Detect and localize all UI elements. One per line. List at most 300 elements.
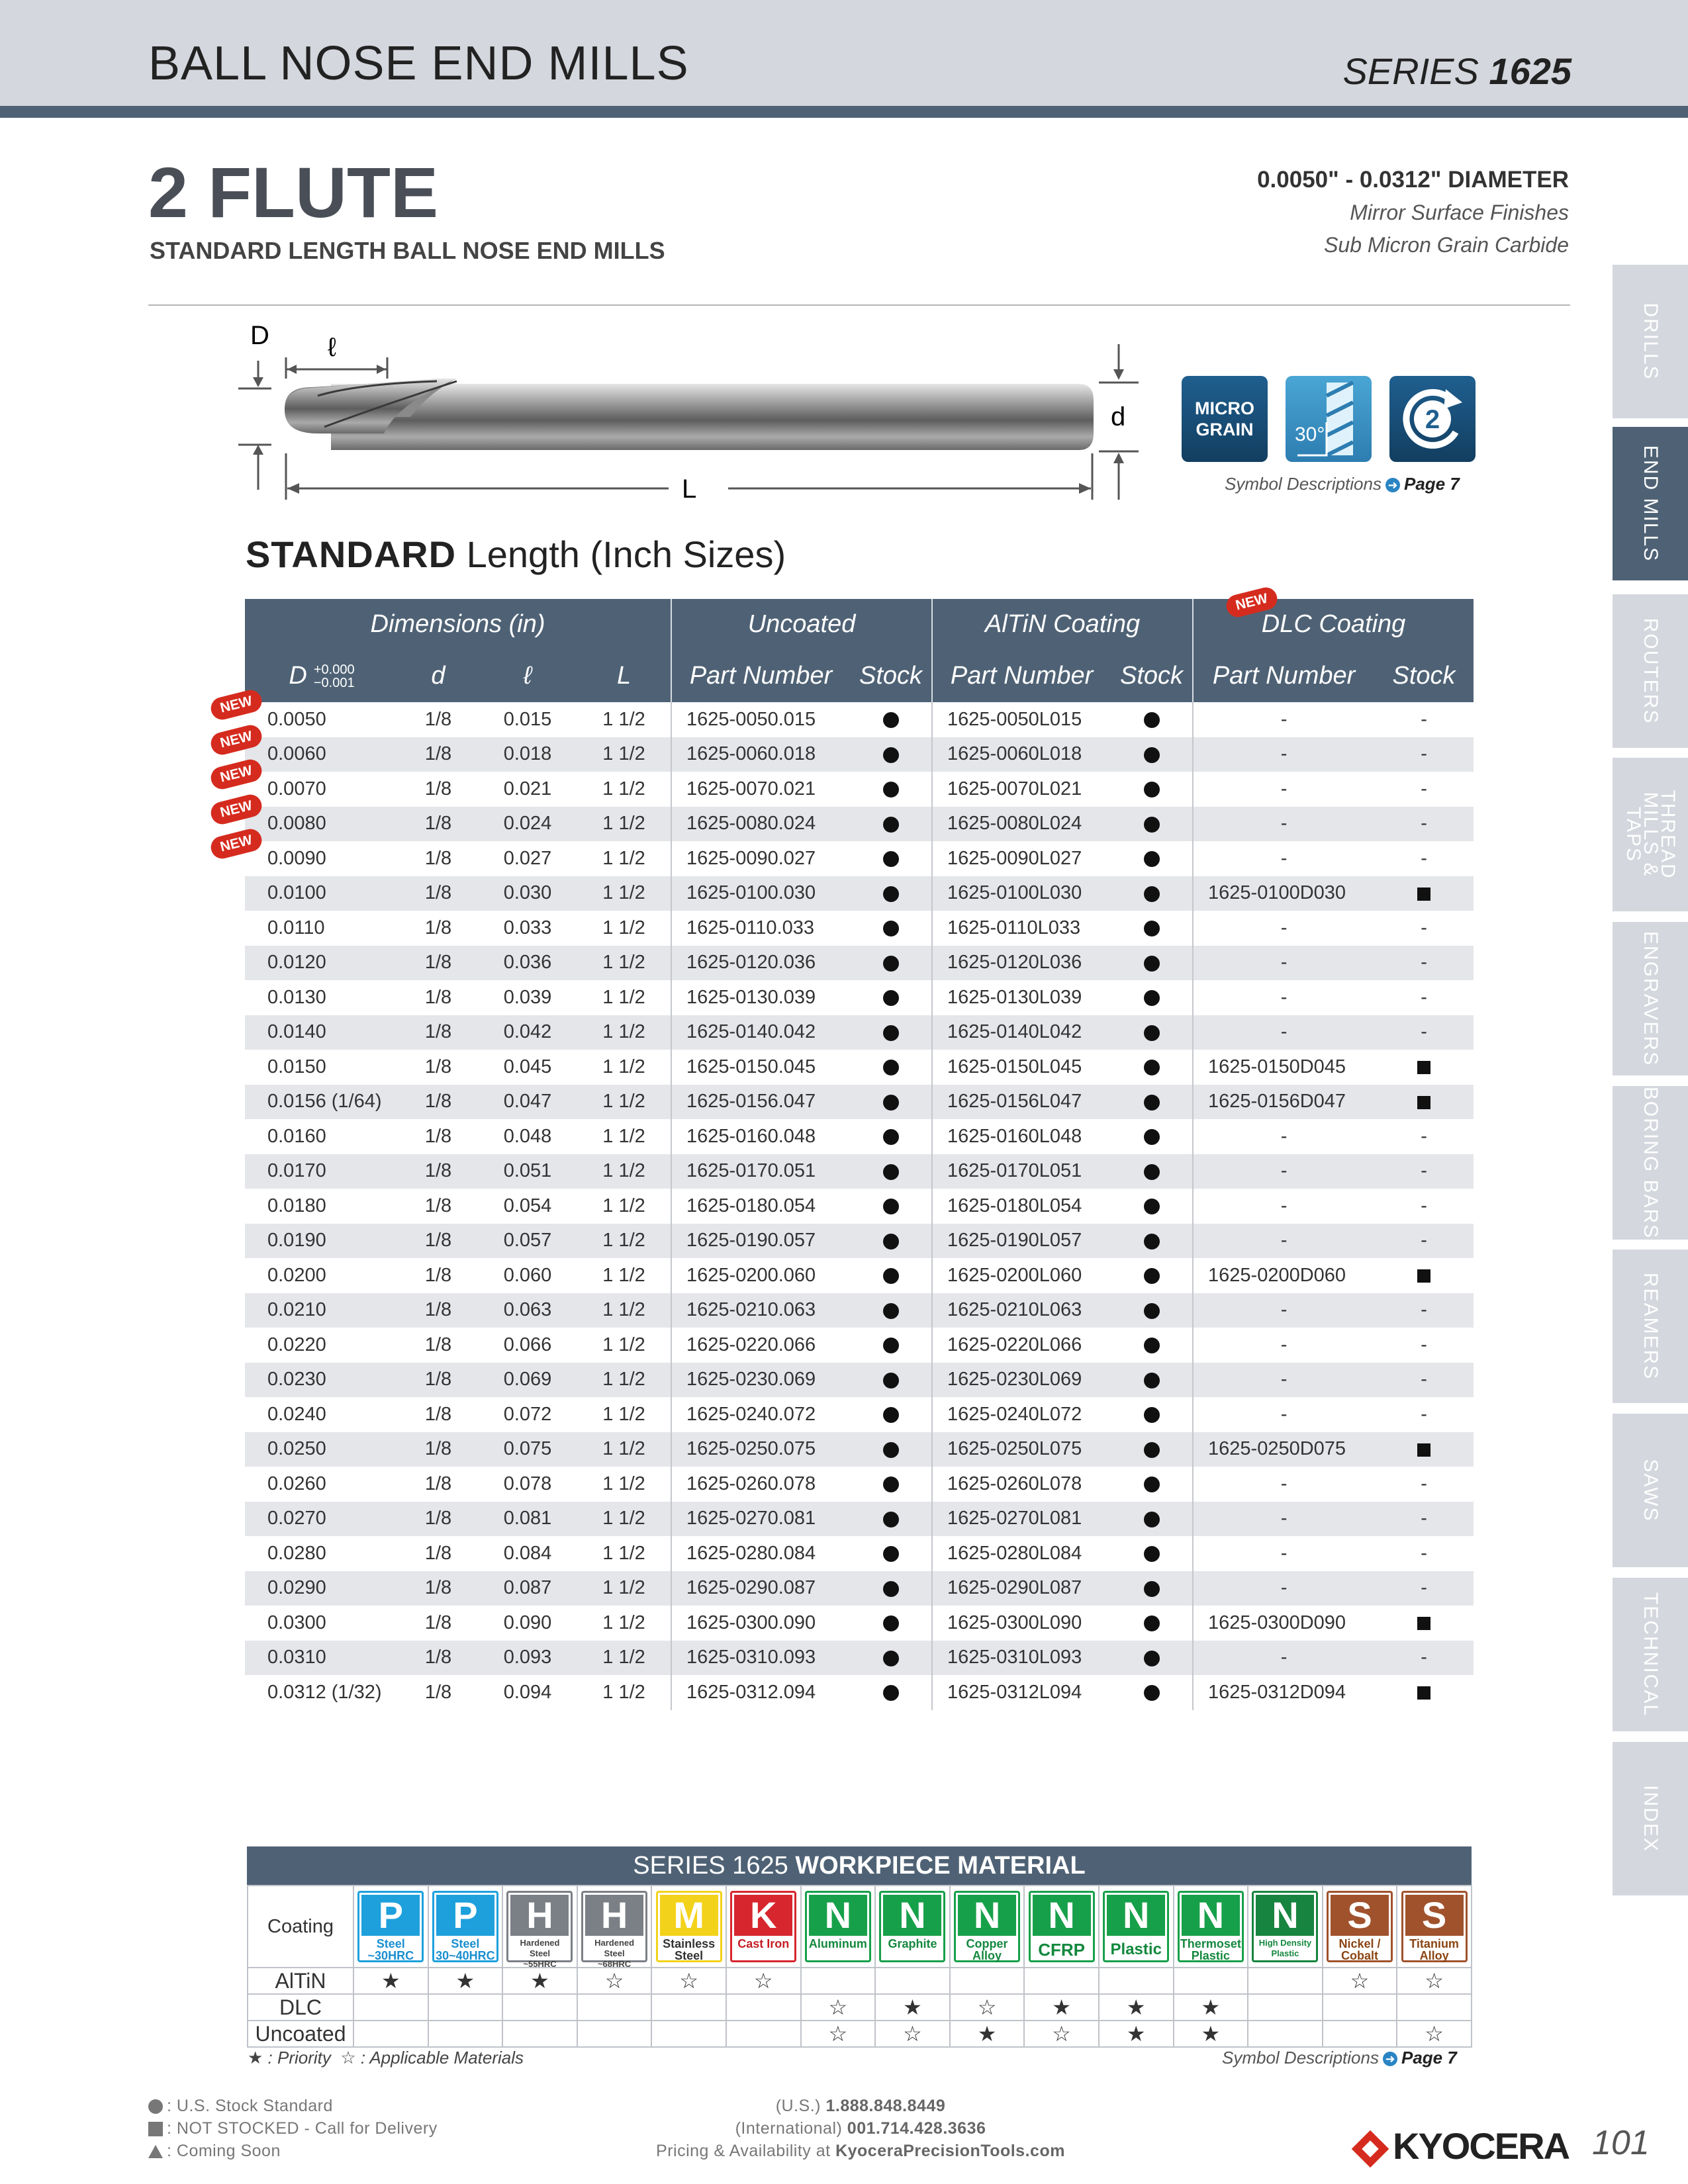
tol-plus: +0.000 — [313, 662, 355, 678]
material-letter: N — [809, 1895, 867, 1936]
stock-standard-icon — [883, 1199, 899, 1214]
stock-standard-icon — [1144, 990, 1160, 1006]
cell-d: 1/8 — [399, 946, 478, 981]
cell-alt: 1625-0110L033 — [932, 911, 1111, 946]
cell-l: 0.027 — [478, 841, 577, 876]
cell-alt: 1625-0060L018 — [932, 737, 1111, 772]
stock-cell — [1111, 1432, 1193, 1467]
col-D-label: D — [289, 661, 307, 690]
side-tab-saws[interactable] — [1613, 1414, 1688, 1567]
cell-unc: 1625-0312.094 — [671, 1675, 850, 1710]
cell-l: 0.045 — [478, 1050, 577, 1085]
cell-d: 1/8 — [399, 1224, 478, 1259]
cell-alt: 1625-0150L045 — [932, 1050, 1111, 1085]
title-rule — [148, 304, 1570, 306]
cell-dlc: - — [1193, 1328, 1374, 1363]
side-tab-label: TECHNICAL — [1640, 1592, 1662, 1717]
stock-cell — [850, 1085, 932, 1120]
empty-cell — [1174, 1968, 1248, 1994]
stock-standard-icon — [1144, 851, 1160, 867]
legend-coming-soon — [148, 2142, 281, 2161]
stock-cell — [850, 1467, 932, 1502]
cell-dlc: - — [1193, 1015, 1374, 1050]
empty-cell — [428, 2021, 503, 2047]
pricing-site-link[interactable]: KyoceraPrecisionTools.com — [835, 2142, 1065, 2160]
stock-standard-icon — [883, 1477, 899, 1492]
cell-dlc: - — [1193, 946, 1374, 981]
cell-alt: 1625-0080L024 — [932, 807, 1111, 842]
priority-star-icon: ★ — [1174, 2021, 1248, 2047]
table-row — [245, 1189, 1474, 1224]
table-row — [245, 737, 1474, 772]
cell-l: 0.084 — [478, 1536, 577, 1571]
cell-d: 1/8 — [399, 807, 478, 842]
table-row — [245, 1015, 1474, 1050]
stock-cell — [850, 1432, 932, 1467]
cell-L: 1 1/2 — [577, 737, 671, 772]
side-tab-index[interactable] — [1613, 1742, 1688, 1895]
stock-standard-icon — [1144, 1095, 1160, 1111]
cell-l: 0.087 — [478, 1571, 577, 1606]
tol-minus: −0.001 — [313, 676, 355, 691]
stock-standard-icon — [1144, 1477, 1160, 1492]
label-d: d — [1111, 402, 1126, 432]
header-divider — [0, 106, 1688, 118]
material-name: Thermoset Plastic — [1180, 1937, 1241, 1962]
stock-standard-icon — [1144, 1685, 1160, 1701]
material-cell — [577, 1886, 652, 1968]
cell-dlc_stock: - — [1374, 772, 1474, 807]
stock-standard-icon — [883, 1164, 899, 1180]
coating-row — [248, 1968, 1472, 1994]
cell-L: 1 1/2 — [577, 1258, 671, 1293]
stock-standard-icon — [883, 1615, 899, 1631]
side-tab-thread-mills-taps[interactable] — [1613, 758, 1688, 911]
legend-stock-standard — [148, 2097, 333, 2116]
stock-cell — [1111, 1675, 1193, 1710]
priority-star-icon: ★ — [428, 1968, 503, 1994]
stock-cell — [1111, 980, 1193, 1015]
empty-cell — [1397, 1994, 1472, 2021]
cell-D: 0.0210 — [245, 1293, 399, 1328]
cell-d: 1/8 — [399, 702, 478, 737]
stock-cell — [850, 1050, 932, 1085]
stock-cell — [1111, 1536, 1193, 1571]
triangle-icon — [148, 2145, 163, 2158]
stock-standard-icon — [883, 1651, 899, 1666]
stock-cell — [1374, 1606, 1474, 1641]
series-prefix: SERIES — [1342, 50, 1479, 92]
cell-alt: 1625-0190L057 — [932, 1224, 1111, 1259]
cell-dlc_stock: - — [1374, 1397, 1474, 1432]
cell-L: 1 1/2 — [577, 1571, 671, 1606]
cell-L: 1 1/2 — [577, 1085, 671, 1120]
col-altin-part: Part Number — [932, 649, 1111, 702]
side-tab-drills[interactable] — [1613, 265, 1688, 418]
table-row — [245, 1641, 1474, 1676]
cell-D: 0.0110 — [245, 911, 399, 946]
table-row — [245, 876, 1474, 911]
material-badge — [1401, 1891, 1468, 1962]
stock-cell — [1111, 876, 1193, 911]
arrow-right-icon: ➜ — [1383, 2052, 1397, 2066]
cell-L: 1 1/2 — [577, 980, 671, 1015]
material-letter: H — [510, 1895, 569, 1936]
feature-1: Mirror Surface Finishes — [1350, 201, 1569, 224]
material-name: Aluminum — [808, 1937, 867, 1950]
stock-standard-icon — [1144, 1199, 1160, 1214]
material-letter: S — [1331, 1895, 1389, 1936]
cell-L: 1 1/2 — [577, 1641, 671, 1676]
side-tab-technical[interactable] — [1613, 1578, 1688, 1731]
empty-cell — [502, 1994, 577, 2021]
stock-standard-icon — [883, 1234, 899, 1250]
cell-D: 0.0080 — [245, 807, 399, 842]
cell-unc: 1625-0140.042 — [671, 1015, 850, 1050]
empty-cell — [353, 1994, 428, 2021]
coating-label: Coating — [248, 1886, 353, 1968]
stock-cell — [1111, 737, 1193, 772]
empty-cell — [502, 2021, 577, 2047]
cell-unc: 1625-0130.039 — [671, 980, 850, 1015]
cell-L: 1 1/2 — [577, 1606, 671, 1641]
stock-cell — [850, 1154, 932, 1189]
us-phone-number: 1.888.848.8449 — [825, 2097, 946, 2115]
product-title: 2 FLUTE — [148, 152, 439, 232]
cell-D: 0.0060 — [245, 737, 399, 772]
cell-D: 0.0220 — [245, 1328, 399, 1363]
table-row — [245, 1536, 1474, 1571]
applicable-star-icon: ☆ — [1323, 1968, 1397, 1994]
symdesc2-text: Symbol Descriptions — [1222, 2048, 1379, 2068]
empty-cell — [1323, 2021, 1397, 2047]
cell-dlc: - — [1193, 702, 1374, 737]
cell-dlc_stock: - — [1374, 1571, 1474, 1606]
stock-cell — [850, 1328, 932, 1363]
cell-dlc: - — [1193, 1467, 1374, 1502]
material-name: CFRP — [1038, 1940, 1086, 1960]
legend-stock-standard-text: : U.S. Stock Standard — [167, 2097, 333, 2115]
new-badge: NEW — [209, 792, 264, 827]
cell-unc: 1625-0280.084 — [671, 1536, 850, 1571]
material-badge — [1029, 1891, 1095, 1962]
material-name: Graphite — [888, 1937, 937, 1950]
applicable-star-icon: ☆ — [875, 2021, 950, 2047]
table-row — [245, 980, 1474, 1015]
cell-L: 1 1/2 — [577, 1189, 671, 1224]
material-letter: N — [883, 1895, 941, 1936]
intl-phone-label: (International) — [735, 2119, 843, 2138]
cell-dlc: - — [1193, 1154, 1374, 1189]
cell-d: 1/8 — [399, 1189, 478, 1224]
cell-alt: 1625-0070L021 — [932, 772, 1111, 807]
stock-cell — [1111, 702, 1193, 737]
table-row — [245, 1675, 1474, 1710]
empty-cell — [1099, 1968, 1174, 1994]
cell-d: 1/8 — [399, 1675, 478, 1710]
material-name: Hardened Steel ~68HRC — [594, 1938, 635, 1969]
col-uncoated-stock: Stock — [850, 649, 932, 702]
symbol-descriptions-link-2[interactable] — [1222, 2048, 1457, 2068]
cell-L: 1 1/2 — [577, 911, 671, 946]
cell-dlc_stock: - — [1374, 1293, 1474, 1328]
cell-dlc: - — [1193, 1119, 1374, 1154]
cell-L: 1 1/2 — [577, 1119, 671, 1154]
side-tab-boring-bars[interactable] — [1613, 1086, 1688, 1240]
stock-standard-icon — [883, 1025, 899, 1041]
cell-l: 0.048 — [478, 1119, 577, 1154]
tool-diagram — [238, 318, 1139, 516]
kyocera-logo-icon — [1352, 2130, 1389, 2168]
col-D — [245, 649, 399, 702]
cell-d: 1/8 — [399, 1293, 478, 1328]
material-letter: N — [1256, 1895, 1314, 1936]
material-cell — [875, 1886, 950, 1968]
side-tab-reamers[interactable] — [1613, 1250, 1688, 1403]
not-stocked-icon — [1417, 1686, 1430, 1700]
symdesc-text: Symbol Descriptions — [1225, 474, 1382, 494]
stock-standard-icon — [883, 1685, 899, 1701]
cell-D: 0.0156 (1/64) — [245, 1085, 399, 1120]
material-cell — [428, 1886, 503, 1968]
cell-D: 0.0180 — [245, 1189, 399, 1224]
series-label — [1342, 50, 1571, 93]
cell-unc: 1625-0110.033 — [671, 911, 850, 946]
cell-D: 0.0120 — [245, 946, 399, 981]
col-d: d — [399, 649, 478, 702]
cell-l: 0.024 — [478, 807, 577, 842]
table-row — [245, 1085, 1474, 1120]
cell-D: 0.0170 — [245, 1154, 399, 1189]
feature-2: Sub Micron Grain Carbide — [1324, 233, 1569, 257]
cell-dlc: - — [1193, 1293, 1374, 1328]
cell-dlc_stock: - — [1374, 1119, 1474, 1154]
material-letter: N — [1182, 1895, 1240, 1936]
not-stocked-icon — [1417, 1617, 1430, 1630]
workpiece-material-table — [247, 1846, 1472, 2048]
cell-alt: 1625-0130L039 — [932, 980, 1111, 1015]
cell-dlc_stock: - — [1374, 737, 1474, 772]
cell-l: 0.072 — [478, 1397, 577, 1432]
cell-dlc: - — [1193, 911, 1374, 946]
cell-L: 1 1/2 — [577, 1015, 671, 1050]
stock-cell — [850, 702, 932, 737]
cell-l: 0.057 — [478, 1224, 577, 1259]
stock-standard-icon — [883, 1546, 899, 1562]
stock-standard-icon — [1144, 1512, 1160, 1527]
cell-D: 0.0050 — [245, 702, 399, 737]
cell-l: 0.094 — [478, 1675, 577, 1710]
table-row — [245, 1154, 1474, 1189]
legend-not-stocked — [148, 2119, 438, 2138]
stock-cell — [850, 911, 932, 946]
stock-cell — [850, 1363, 932, 1398]
stock-cell — [1111, 807, 1193, 842]
empty-cell — [651, 1994, 726, 2021]
cell-L: 1 1/2 — [577, 702, 671, 737]
material-letter: S — [1405, 1895, 1464, 1936]
material-badge — [879, 1891, 945, 1962]
stock-standard-icon — [1144, 747, 1160, 763]
material-cell — [1099, 1886, 1174, 1968]
square-icon — [148, 2122, 163, 2136]
cell-d: 1/8 — [399, 1154, 478, 1189]
material-cell — [1248, 1886, 1323, 1968]
cell-d: 1/8 — [399, 1571, 478, 1606]
cell-D: 0.0100 — [245, 876, 399, 911]
cell-d: 1/8 — [399, 1050, 478, 1085]
cell-d: 1/8 — [399, 980, 478, 1015]
side-tab-label: DRILLS — [1640, 302, 1662, 381]
us-phone-label: (U.S.) — [775, 2097, 821, 2115]
pricing-label: Pricing & Availability at — [656, 2142, 831, 2160]
cell-l: 0.093 — [478, 1641, 577, 1676]
side-tab-label: ENGRAVERS — [1640, 931, 1662, 1067]
material-name: Titanium Alloy — [1409, 1937, 1459, 1962]
table-row — [245, 807, 1474, 842]
cell-dlc: 1625-0300D090 — [1193, 1606, 1374, 1641]
cell-dlc: 1625-0156D047 — [1193, 1085, 1374, 1120]
material-name: Nickel / Cobalt — [1338, 1937, 1381, 1962]
stock-cell — [850, 841, 932, 876]
side-tab-label: ROUTERS — [1640, 617, 1662, 725]
side-tab-label: BORING BARS — [1640, 1086, 1662, 1240]
cell-dlc_stock: - — [1374, 702, 1474, 737]
stock-standard-icon — [1144, 1303, 1160, 1319]
cell-L: 1 1/2 — [577, 841, 671, 876]
cell-dlc: 1625-0250D075 — [1193, 1432, 1374, 1467]
cell-l: 0.047 — [478, 1085, 577, 1120]
stock-standard-icon — [1144, 1651, 1160, 1666]
cell-unc: 1625-0160.048 — [671, 1119, 850, 1154]
cell-unc: 1625-0210.063 — [671, 1293, 850, 1328]
stock-cell — [1111, 911, 1193, 946]
cell-dlc_stock: - — [1374, 1363, 1474, 1398]
stock-standard-icon — [1144, 1546, 1160, 1562]
material-badge — [656, 1891, 722, 1962]
cell-d: 1/8 — [399, 1502, 478, 1537]
stock-cell — [850, 1293, 932, 1328]
stock-cell — [850, 1119, 932, 1154]
stock-standard-icon — [1144, 1338, 1160, 1353]
side-tab-label: REAMERS — [1640, 1272, 1662, 1381]
arrow-right-icon: ➜ — [1385, 478, 1400, 492]
not-stocked-icon — [1417, 1443, 1430, 1457]
table-row — [245, 1363, 1474, 1398]
cell-l: 0.042 — [478, 1015, 577, 1050]
cell-d: 1/8 — [399, 911, 478, 946]
cell-dlc_stock: - — [1374, 911, 1474, 946]
stock-standard-icon — [1144, 1268, 1160, 1284]
coating-row — [248, 2021, 1472, 2047]
cell-D: 0.0250 — [245, 1432, 399, 1467]
empty-cell — [651, 2021, 726, 2047]
empty-cell — [428, 1994, 503, 2021]
empty-cell — [801, 1968, 876, 1994]
material-cell — [726, 1886, 801, 1968]
cell-L: 1 1/2 — [577, 1397, 671, 1432]
col-l: ℓ — [478, 649, 577, 702]
table-row — [245, 1606, 1474, 1641]
section-title-rest: Length (Inch Sizes) — [456, 533, 786, 575]
cell-alt: 1625-0280L084 — [932, 1536, 1111, 1571]
material-name: High Density Plastic — [1258, 1938, 1312, 1958]
material-name: Steel 30~40HRC — [436, 1937, 495, 1962]
stock-standard-icon — [1144, 1373, 1160, 1388]
cell-D: 0.0280 — [245, 1536, 399, 1571]
cell-unc: 1625-0120.036 — [671, 946, 850, 981]
empty-cell — [1323, 1994, 1397, 2021]
table-row — [245, 1224, 1474, 1259]
side-tab-engravers[interactable] — [1613, 922, 1688, 1075]
material-letter: N — [1033, 1895, 1091, 1936]
cell-l: 0.063 — [478, 1293, 577, 1328]
helix-angle-text: 30° — [1295, 424, 1325, 445]
cell-l: 0.075 — [478, 1432, 577, 1467]
cell-alt: 1625-0310L093 — [932, 1641, 1111, 1676]
applicable-star-icon: ☆ — [950, 1994, 1025, 2021]
stock-standard-icon — [883, 1407, 899, 1423]
cell-D: 0.0240 — [245, 1397, 399, 1432]
legend-applicable: ☆ : Applicable Materials — [340, 2048, 524, 2068]
side-tab-end-mills[interactable] — [1613, 427, 1688, 580]
cell-dlc_stock: - — [1374, 1502, 1474, 1537]
dlc-header: DLC Coating — [1193, 599, 1474, 649]
stock-standard-icon — [1144, 1442, 1160, 1458]
cell-dlc_stock: - — [1374, 807, 1474, 842]
stock-cell — [850, 1397, 932, 1432]
material-badge — [506, 1891, 573, 1969]
page-number: 101 — [1592, 2124, 1650, 2162]
cell-dlc: - — [1193, 1502, 1374, 1537]
stock-standard-icon — [1144, 1234, 1160, 1250]
workpiece-title-bold: WORKPIECE MATERIAL — [795, 1852, 1086, 1880]
cell-L: 1 1/2 — [577, 1328, 671, 1363]
cell-unc: 1625-0150.045 — [671, 1050, 850, 1085]
cell-D: 0.0312 (1/32) — [245, 1675, 399, 1710]
cell-dlc: - — [1193, 737, 1374, 772]
section-title — [246, 533, 786, 576]
cell-alt: 1625-0270L081 — [932, 1502, 1111, 1537]
cell-D: 0.0270 — [245, 1502, 399, 1537]
cell-l: 0.036 — [478, 946, 577, 981]
stock-standard-icon — [883, 1581, 899, 1597]
label-l: ℓ — [328, 333, 336, 362]
cell-dlc: - — [1193, 1641, 1374, 1676]
cell-alt: 1625-0230L069 — [932, 1363, 1111, 1398]
cell-unc: 1625-0260.078 — [671, 1467, 850, 1502]
cell-alt: 1625-0140L042 — [932, 1015, 1111, 1050]
shank — [331, 384, 1094, 450]
stock-cell — [1111, 1224, 1193, 1259]
cell-alt: 1625-0220L066 — [932, 1328, 1111, 1363]
cell-l: 0.081 — [478, 1502, 577, 1537]
material-cell — [502, 1886, 577, 1968]
pricing-line — [596, 2142, 1125, 2161]
cell-l: 0.015 — [478, 702, 577, 737]
cell-L: 1 1/2 — [577, 1293, 671, 1328]
stock-cell — [850, 1502, 932, 1537]
material-cell — [651, 1886, 726, 1968]
side-tab-label: END MILLS — [1640, 445, 1662, 563]
stock-standard-icon — [1144, 1025, 1160, 1041]
symbol-descriptions-link[interactable] — [1225, 474, 1460, 494]
priority-star-icon: ★ — [1099, 1994, 1174, 2021]
stock-standard-icon — [883, 712, 899, 728]
priority-star-icon: ★ — [950, 2021, 1025, 2047]
side-tab-routers[interactable] — [1613, 594, 1688, 748]
applicable-star-icon: ☆ — [1397, 1968, 1472, 1994]
